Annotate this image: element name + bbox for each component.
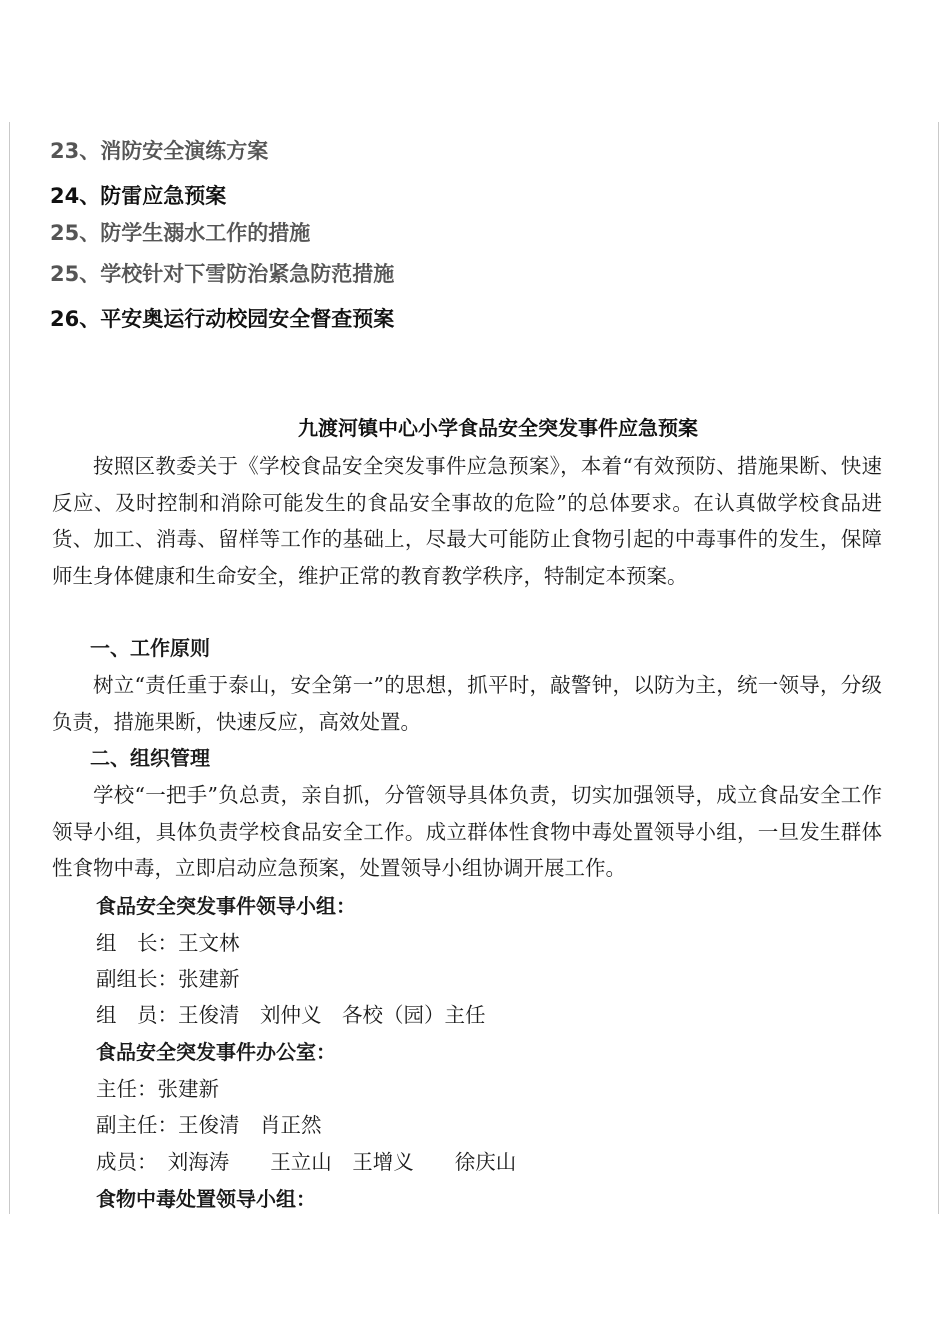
section-heading: 一、工作原则 xyxy=(90,636,210,660)
toc-item[interactable]: 25、学校针对下雪防治紧急防范措施 xyxy=(50,262,395,286)
group-members: 组 员：王俊清 刘仲义 各校（园）主任 xyxy=(96,1003,486,1027)
section-paragraph: 树立“责任重于泰山，安全第一”的思想，抓平时，敲警钟，以防为主，统一领导，分级负责，措施果断，快速反应，高效处置。 xyxy=(52,673,882,734)
office-director: 主任：张建新 xyxy=(96,1077,219,1101)
group-heading: 食物中毒处置领导小组： xyxy=(96,1187,316,1211)
toc-item[interactable]: 25、防学生溺水工作的措施 xyxy=(50,221,311,245)
section-paragraph: 学校“一把手”负总责，亲自抓，分管领导具体负责，切实加强领导，成立食品安全工作领导小组，具体负责学校食品安全工作。成立群体性食物中毒处置领导小组，一旦发生群体性食物中毒，立即启动应急预案，处置领导小组协调开展工作。 xyxy=(52,783,882,880)
toc-item[interactable]: 24、防雷应急预案 xyxy=(50,184,227,208)
group-leader: 组 长：王文林 xyxy=(96,931,240,955)
office-deputy: 副主任：王俊清 肖正然 xyxy=(96,1113,322,1137)
office-members: 成员： 刘海涛 王立山 王增义 徐庆山 xyxy=(96,1150,517,1174)
left-margin-line xyxy=(9,122,10,1214)
toc-item[interactable]: 23、消防安全演练方案 xyxy=(50,139,269,163)
section-heading: 二、组织管理 xyxy=(90,746,210,770)
document-title: 九渡河镇中心小学食品安全突发事件应急预案 xyxy=(298,416,698,440)
right-margin-line xyxy=(938,122,939,1214)
group-deputy: 副组长：张建新 xyxy=(96,967,240,991)
intro-paragraph: 按照区教委关于《学校食品安全突发事件应急预案》，本着“有效预防、措施果断、快速反应、及时控制和消除可能发生的食品安全事故的危险”的总体要求。在认真做学校食品进货、加工、消毒、留样等工作的基础上，尽最大可能防止食物引起的中毒事件的发生，保障师生身体健康和生命安全，维护正常的教育教学秩序，特制定本预案。 xyxy=(52,454,882,588)
toc-item[interactable]: 26、平安奥运行动校园安全督查预案 xyxy=(50,307,395,331)
group-heading: 食品安全突发事件办公室： xyxy=(96,1040,336,1064)
group-heading: 食品安全突发事件领导小组： xyxy=(96,894,356,918)
